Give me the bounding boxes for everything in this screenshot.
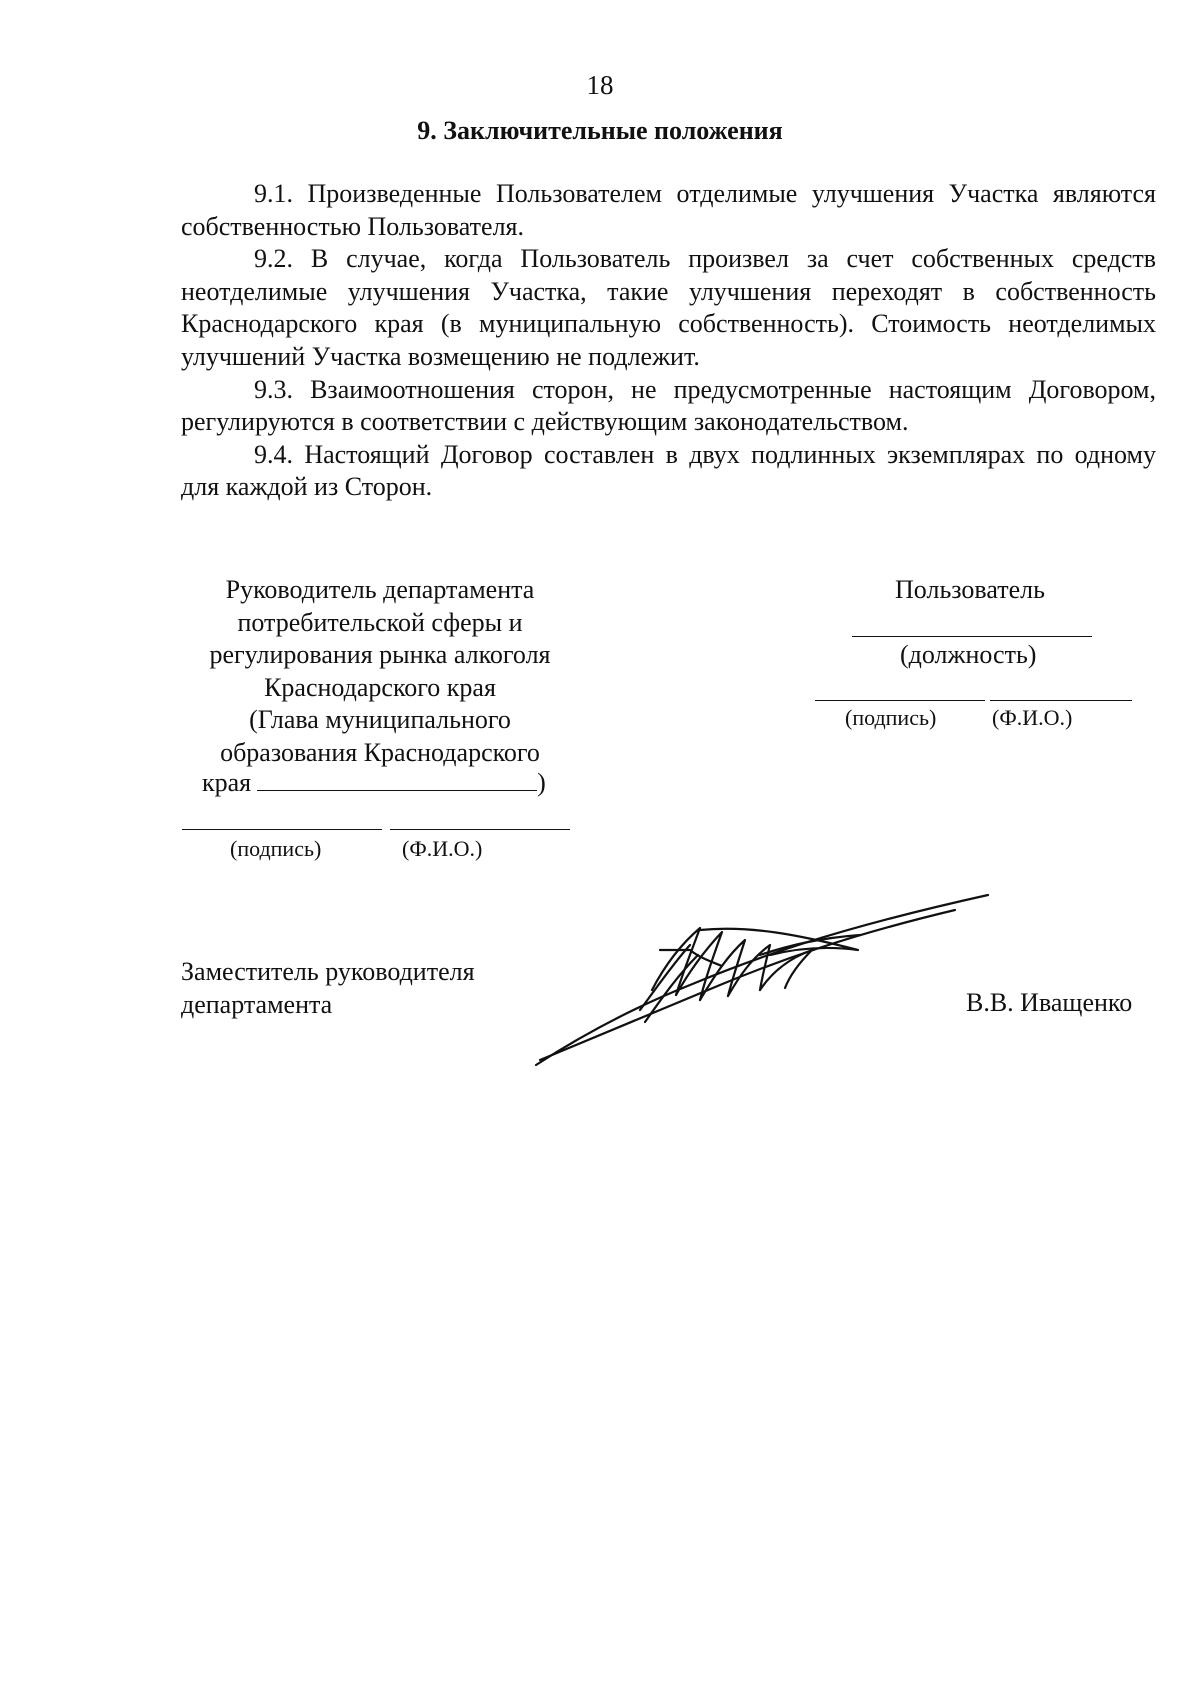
right-position-caption: (должность) [900, 640, 1037, 669]
left-party-line: регулирования рынка алкоголя [209, 640, 551, 670]
left-party-line: Руководитель департамента [225, 575, 535, 604]
left-party-line: образования Краснодарского [220, 737, 540, 767]
paragraph-9-4: 9.4. Настоящий Договор составлен в двух подлинных экземплярах по одному для каждой из Сторон. [181, 439, 1156, 502]
paragraph-9-3: 9.3. Взаимоотношения сторон, не предусмотренные настоящим Договором, регулируются в соответствии с действующим законодательством. [181, 374, 1156, 437]
paragraph-9-2: 9.2. В случае, когда Пользователь произвел за счет собственных средств неотделимые улучшения Участка, такие улучшения переходят в собственность Краснодарского края (в муниципальную собственность). Стоимость неотделимых улучшений Участка возмещению не подлежит. [181, 244, 1156, 371]
left-party-line: (Глава муниципального [249, 705, 511, 735]
left-party-line: Краснодарского края [264, 672, 496, 702]
kraya-suffix: ) [537, 768, 546, 797]
page-number: 18 [586, 70, 614, 100]
deputy-name: В.В. Иващенко [966, 988, 1133, 1017]
paragraph-9-1: 9.1. Произведенные Пользователем отделимые улучшения Участка являются собственностью Пользователя. [181, 179, 1156, 241]
right-signature-caption: (подпись) [845, 705, 937, 730]
section-title: 9. Заключительные положения [417, 116, 783, 145]
left-name-caption: (Ф.И.О.) [402, 836, 483, 861]
left-party-line: потребительской сферы и [237, 607, 523, 637]
deputy-title-line2: департамента [181, 989, 333, 1019]
deputy-title-line1: Заместитель руководителя [181, 957, 475, 986]
left-signature-caption: (подпись) [230, 836, 322, 861]
right-party-title: Пользователь [895, 575, 1045, 604]
right-name-caption: (Ф.И.О.) [992, 705, 1073, 730]
kraya-prefix: края [202, 768, 252, 797]
